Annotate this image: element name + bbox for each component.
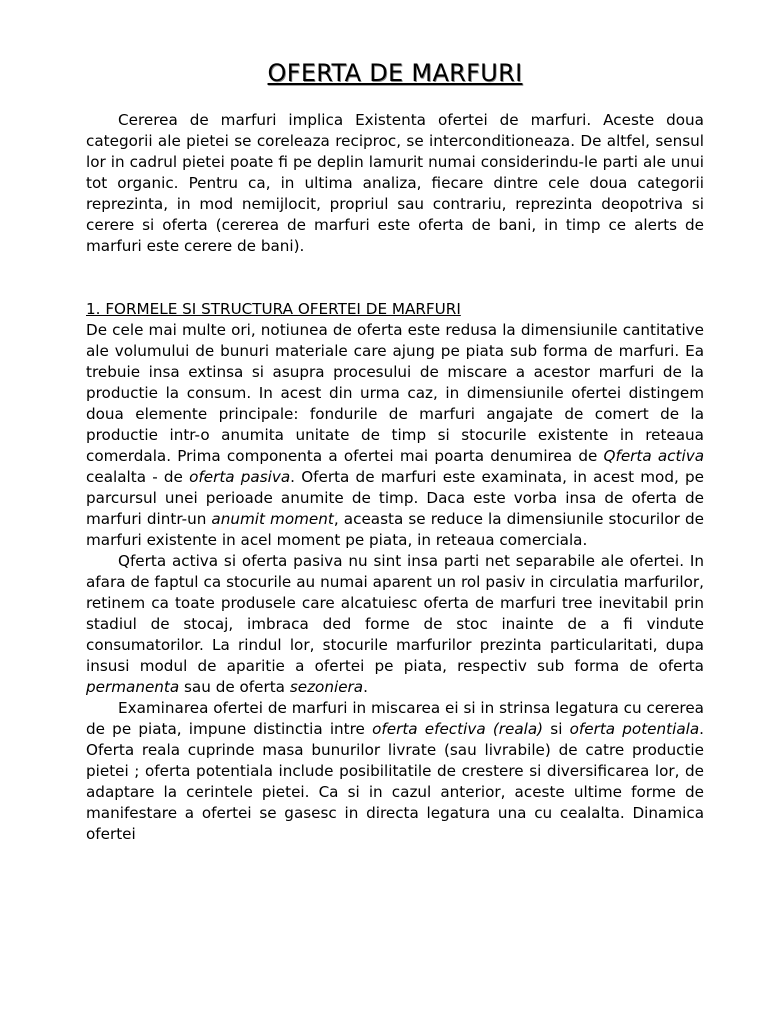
emphasis-sezoniera: sezoniera [289,678,364,696]
emphasis-oferta-efectiva: oferta efectiva (reala) [372,720,544,738]
paragraph-1-text: , aceasta se reduce la dimensiunile stocurilor de marfuri existente in acel moment pe piata, in reteaua comerciala. [86,510,704,549]
emphasis-oferta-activa: Qferta activa [603,447,704,465]
paragraph-2-text: sau de oferta [179,678,290,696]
blank-line [86,257,704,299]
document-title: OFERTA DE MARFURI [267,59,523,87]
paragraph-1-text: cealalta - de [86,468,190,486]
paragraph-1 [86,320,704,551]
section-heading: 1. FORMELE SI STRUCTURA OFERTEI DE MARFURI [86,300,461,318]
emphasis-oferta-pasiva: oferta pasiva [189,468,291,486]
emphasis-anumit-moment: anumit moment [211,510,334,528]
paragraph-3 [86,698,704,845]
paragraph-1-text: De cele mai multe ori, notiunea de oferta este redusa la dimensiunile cantitative ale volumului de bunuri materiale care ajung pe piata sub forma de marfuri. Ea trebuie insa extinsa si asupra procesului de miscare a acestor marfuri de la productie la consum. In acest din urma caz, in dimensiunile ofertei distingem doua elemente principale: fondurile de marfuri angajate de comert de la productie intr-o anumita unitate de timp si stocurile existente in reteaua comerdala. Prima componenta a ofertei mai poarta denumirea de [86,321,704,465]
paragraph-3-text: . Oferta reala cuprinde masa bunurilor livrate (sau livrabile) de catre productie pietei ; oferta potentiala include posibilitatile de crestere si diversificarea lor, de adaptare la cerintele pietei. Ca si in cazul anterior, aceste ultime forme de manifestare a ofertei se gasesc in directa legatura una cu cealalta. Dinamica ofertei [86,720,704,843]
paragraph-2 [86,551,704,698]
emphasis-permanenta: permanenta [86,678,180,696]
document-page [86,56,704,845]
paragraph-2-text: . [363,678,368,696]
paragraph-1-text: . Oferta de marfuri este examinata, in acest mod, pe parcursul unei perioade anumite de timp. Daca este vorba insa de oferta de marfuri dintr-un [86,468,704,528]
paragraph-3-text: si [543,720,570,738]
emphasis-oferta-potentiala: oferta potentiala [569,720,700,738]
paragraph-3-text: Examinarea ofertei de marfuri in miscarea ei si in strinsa legatura cu cererea de pe piata, impune distinctia intre [86,699,704,738]
intro-paragraph: Cererea de marfuri implica Existenta ofertei de marfuri. Aceste doua categorii ale pietei se coreleaza reciproc, se interconditioneaza. De altfel, sensul lor in cadrul pietei poate fi pe deplin lamurit numai considerindu-le parti ale unui tot organic. Pentru ca, in ultima analiza, fiecare dintre cele doua categorii reprezinta, in mod nemijlocit, propriul sau contrariu, reprezinta deopotriva si cerere si oferta (cererea de marfuri este oferta de bani, in timp ce alerts de marfuri este cerere de bani). [86,111,704,255]
paragraph-2-text: Qferta activa si oferta pasiva nu sint insa parti net separabile ale ofertei. In afara de faptul ca stocurile au numai aparent un rol pasiv in circulatia marfurilor, retinem ca toate produsele care alcatuiesc oferta de marfuri tree inevitabil prin stadiul de stocaj, imbraca ded forme de stoc inainte de a fi vindute consumatorilor. La rindul lor, stocurile marfurilor prezinta particularitati, dupa insusi modul de aparitie a ofertei pe piata, respectiv sub forma de oferta [86,552,704,675]
